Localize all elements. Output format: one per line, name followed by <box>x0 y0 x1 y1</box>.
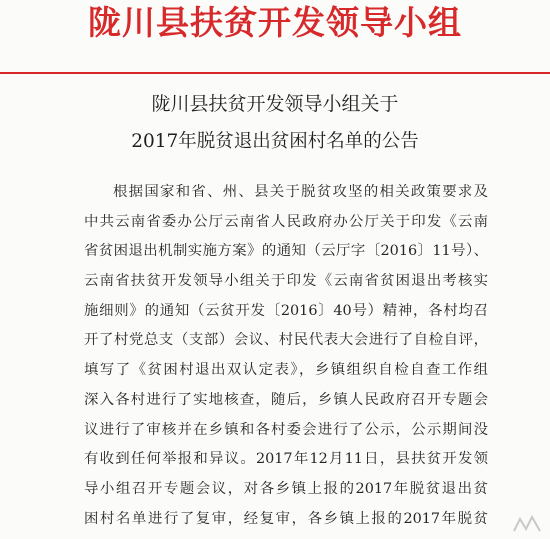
body-line: 议进行了审核并在乡镇和各村委会进行了公示，公示期间没 <box>84 421 488 438</box>
notice-body <box>84 178 488 534</box>
body-line: 深入各村进行了实地核查，随后，乡镇人民政府召开专题会 <box>84 391 488 408</box>
body-line: 填写了《贫困村退出双认定表》，乡镇组织自检自查工作组 <box>84 362 488 379</box>
letterhead-red-rule <box>0 72 550 74</box>
notice-title-line-2: 2017年脱贫退出贫困村名单的公告 <box>131 131 419 152</box>
body-line: 根据国家和省、州、县关于脱贫攻坚的相关政策要求及 <box>113 184 488 200</box>
watermark-logo-icon <box>510 513 544 535</box>
letterhead-title: 陇川县扶贫开发领导小组 <box>88 3 462 42</box>
body-line: 困村名单进行了复审，经复审，各乡镇上报的2017年脱贫 <box>84 510 488 527</box>
body-line: 有收到任何举报和异议。2017年12月11日，县扶贫开发领 <box>84 451 488 468</box>
notice-title-line-1: 陇川县扶贫开发领导小组关于 <box>151 93 399 115</box>
body-line: 云南省扶贫开发领导小组关于印发《云南省贫困退出考核实 <box>84 273 488 290</box>
body-line: 导小组召开专题会议，对各乡镇上报的2017年脱贫退出贫 <box>84 480 488 497</box>
body-line: 施细则》的通知（云贫开发〔2016〕40号）精神，各村均召 <box>84 302 488 319</box>
body-line: 中共云南省委办公厅云南省人民政府办公厅关于印发《云南 <box>84 213 488 230</box>
body-line: 省贫困退出机制实施方案》的通知（云厅字〔2016〕11号）、 <box>84 243 488 260</box>
body-line: 开了村党总支（支部）会议、村民代表大会进行了自检自评， <box>84 332 488 349</box>
